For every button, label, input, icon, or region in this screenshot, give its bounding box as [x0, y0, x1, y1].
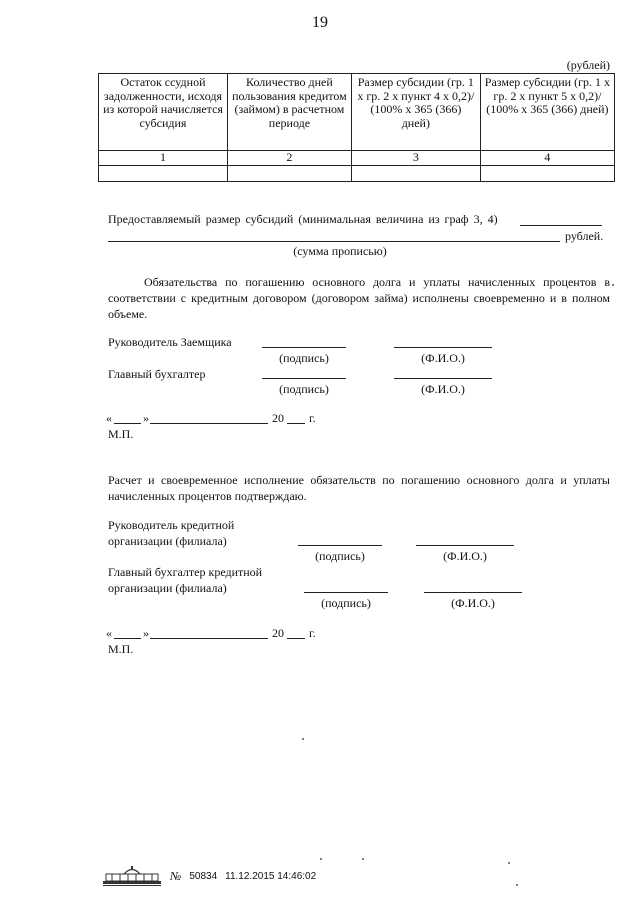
date-month-line — [150, 638, 268, 639]
table-number-row — [99, 151, 615, 166]
date-year-suffix: г. — [309, 626, 316, 640]
date-open-quote: « — [106, 626, 112, 640]
date-close-quote: » — [143, 411, 149, 425]
registration-timestamp: 11.12.2015 14:46:02 — [225, 870, 317, 882]
table-header-row — [99, 74, 615, 151]
date-close-quote: » — [143, 626, 149, 640]
subsidy-table — [98, 73, 615, 182]
header-cell-subsidy-p5: Размер субсидии (гр. 1 х гр. 2 х пункт 5 х 0,2)/ (100% х 365 (366) дней) — [480, 74, 614, 151]
table-data-row — [99, 165, 615, 181]
signature-caption: (подпись) — [315, 549, 365, 563]
scan-speck — [302, 738, 304, 740]
government-building-logo-icon — [102, 865, 162, 887]
date-open-quote: « — [106, 411, 112, 425]
borrower-accountant-name-line — [394, 378, 492, 379]
date-year-line — [287, 423, 305, 424]
confirmation-statement: Расчет и своевременное исполнение обязательств по погашению основного долга и уплаты начисленных процентов подтверждаю. — [108, 473, 610, 503]
amount-in-words-caption: (сумма прописью) — [293, 244, 387, 258]
borrower-head-signature-line — [262, 347, 346, 348]
date-year-prefix: 20 — [272, 626, 284, 640]
name-caption: (Ф.И.О.) — [421, 351, 465, 365]
date-year-line — [287, 638, 305, 639]
page-number: 19 — [312, 14, 328, 31]
table-cell — [480, 165, 614, 181]
scan-speck — [362, 858, 364, 860]
date-day-line — [114, 638, 141, 639]
table-cell — [351, 165, 480, 181]
column-number-1: 1 — [99, 151, 228, 166]
subsidy-amount-label: Предоставляемый размер субсидий (минимальная величина из граф 3, 4) — [108, 212, 498, 226]
document-registration-stamp — [102, 865, 316, 887]
currency-label: рублей. — [565, 229, 604, 243]
bank-accountant-label-line1: Главный бухгалтер кредитной — [108, 565, 263, 579]
column-number-3: 3 — [351, 151, 480, 166]
date-year-prefix: 20 — [272, 411, 284, 425]
date-year-suffix: г. — [309, 411, 316, 425]
subsidy-amount-field — [520, 225, 602, 226]
obligations-statement: Обязательства по погашению основного долга и уплаты начисленных процентов в соответствии с кредитным договором (договором займа) исполнены своевременно и в полном объеме. — [108, 275, 610, 321]
date-day-line — [114, 423, 141, 424]
number-sign: № — [170, 868, 182, 883]
header-cell-subsidy-p4: Размер субсидии (гр. 1 х гр. 2 х пункт 4 х 0,2)/ (100% х 365 (366) дней) — [351, 74, 480, 151]
scan-speck — [320, 858, 322, 860]
bank-accountant-name-line — [424, 592, 522, 593]
bank-head-signature-line — [298, 545, 382, 546]
scan-speck — [516, 884, 518, 886]
units-label: (рублей) — [566, 58, 610, 72]
bank-head-label-line1: Руководитель кредитной — [108, 518, 235, 532]
bank-head-name-line — [416, 545, 514, 546]
name-caption: (Ф.И.О.) — [451, 596, 495, 610]
borrower-head-name-line — [394, 347, 492, 348]
bank-head-label-line2: организации (филиала) — [108, 534, 227, 548]
seal-label: М.П. — [108, 642, 134, 656]
document-number: 50834 — [189, 870, 218, 882]
column-number-4: 4 — [480, 151, 614, 166]
subsidy-words-field — [108, 241, 560, 242]
column-number-2: 2 — [228, 151, 352, 166]
scan-speck — [508, 862, 510, 864]
signature-caption: (подпись) — [321, 596, 371, 610]
borrower-accountant-signature-line — [262, 378, 346, 379]
bank-accountant-label-line2: организации (филиала) — [108, 581, 227, 595]
header-cell-balance: Остаток ссудной задолженности, исходя из которой начисляется субсидия — [99, 74, 228, 151]
table-cell — [99, 165, 228, 181]
name-caption: (Ф.И.О.) — [443, 549, 487, 563]
name-caption: (Ф.И.О.) — [421, 382, 465, 396]
table-cell — [228, 165, 352, 181]
header-cell-days: Количество дней пользования кредитом (займом) в расчетном периоде — [228, 74, 352, 151]
date-month-line — [150, 423, 268, 424]
signature-caption: (подпись) — [279, 351, 329, 365]
borrower-accountant-label: Главный бухгалтер — [108, 367, 206, 381]
bank-accountant-signature-line — [304, 592, 388, 593]
borrower-head-label: Руководитель Заемщика — [108, 335, 232, 349]
seal-label: М.П. — [108, 427, 134, 441]
signature-caption: (подпись) — [279, 382, 329, 396]
scan-speck — [612, 284, 614, 286]
